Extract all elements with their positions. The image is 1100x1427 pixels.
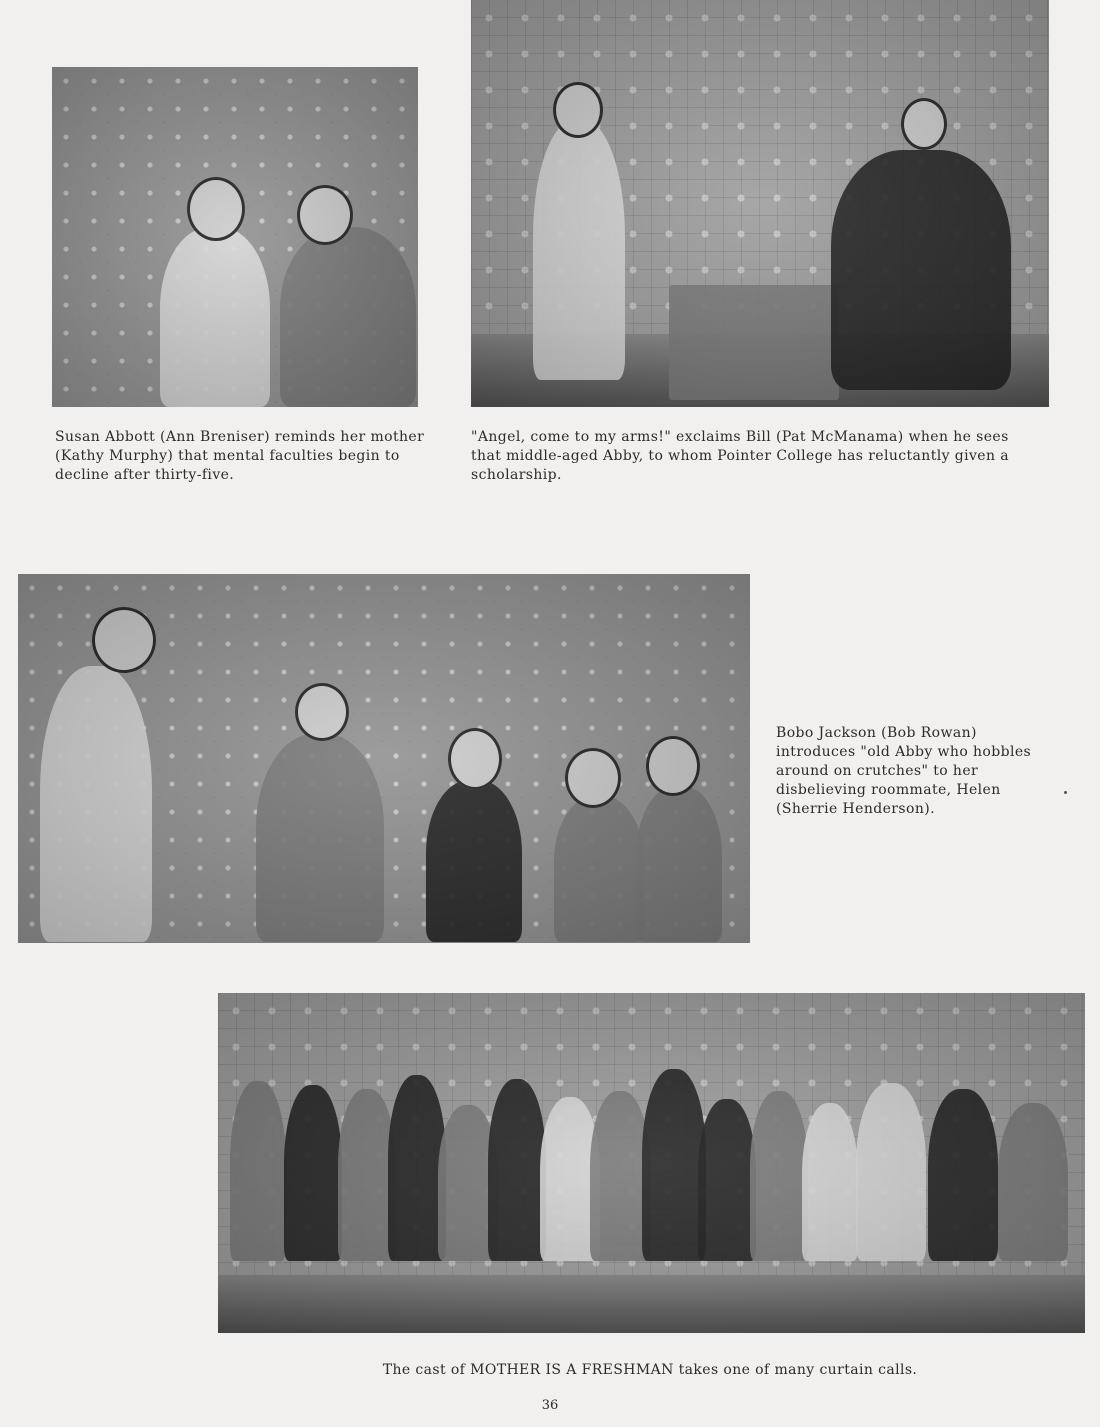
print-speck — [1064, 791, 1067, 794]
actor-figure-right — [636, 786, 722, 942]
actor-figure-kneeling — [831, 150, 1011, 390]
photo-mother-daughter-scene — [52, 67, 418, 407]
page-number: 36 — [541, 1398, 559, 1413]
actor-head — [448, 728, 502, 790]
cast-member — [802, 1103, 858, 1261]
cast-member — [488, 1079, 546, 1261]
caption-bobo-introduces-abby-scene: Bobo Jackson (Bob Rowan) introduces "old Abby who hobbles around on crutches" to her disbelieving roommate, Helen (Sherrie Henderson). — [776, 725, 1032, 817]
caption-mother-daughter-scene: Susan Abbott (Ann Breniser) reminds her mother (Kathy Murphy) that mental faculties begin to decline after thirty-five. — [55, 429, 425, 483]
actor-head — [297, 185, 353, 245]
actor-head — [187, 177, 245, 241]
cast-member — [750, 1091, 808, 1261]
cast-member — [230, 1081, 286, 1261]
actor-figure-blouse — [280, 227, 416, 407]
actor-head — [92, 607, 156, 673]
cast-member — [928, 1089, 998, 1261]
caption-cast-curtain-call: The cast of MOTHER IS A FRESHMAN takes one of many curtain calls. — [382, 1362, 918, 1378]
actor-head — [565, 748, 621, 808]
actor-figure-cardigan — [256, 734, 384, 942]
cast-member — [698, 1099, 756, 1261]
actor-head — [295, 683, 349, 741]
actor-head — [553, 82, 603, 138]
cast-member — [284, 1085, 342, 1261]
cast-member — [642, 1069, 706, 1261]
actor-head — [901, 98, 947, 150]
photo-angel-come-to-my-arms-scene — [471, 0, 1049, 407]
actor-figure-left — [40, 666, 152, 942]
desk — [669, 285, 839, 400]
cast-member — [590, 1091, 650, 1261]
stage-floor — [218, 1275, 1085, 1333]
actor-head — [646, 736, 700, 796]
photo-bobo-introduces-abby-scene — [18, 574, 750, 943]
caption-angel-come-to-my-arms-scene: "Angel, come to my arms!" exclaims Bill (Pat McManama) when he sees that middle-aged Abby, to whom Pointer College has reluctantly given a scholarship. — [471, 429, 1010, 483]
actor-figure-plaid — [554, 796, 644, 942]
actor-figure-dark-dress — [426, 780, 522, 942]
cast-member — [998, 1103, 1068, 1261]
actor-figure-nightgown — [160, 227, 270, 407]
photo-cast-curtain-call — [218, 993, 1085, 1333]
actor-figure-suit — [533, 120, 625, 380]
cast-member — [856, 1083, 926, 1261]
